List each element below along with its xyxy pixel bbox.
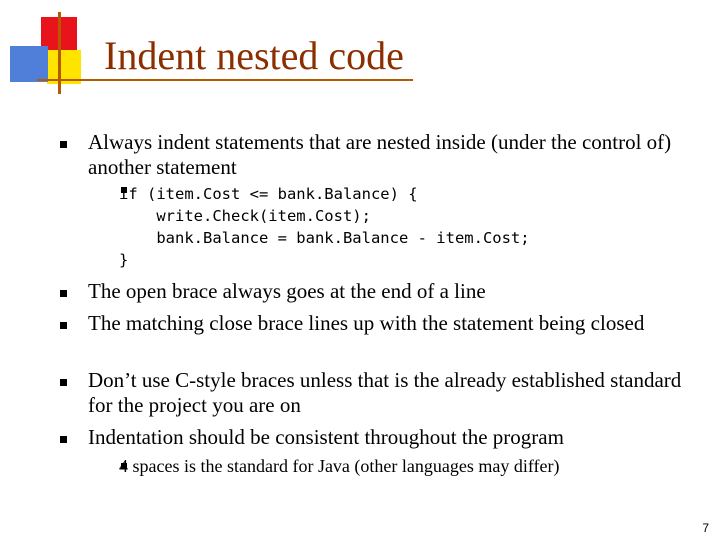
- bullet-open-brace: The open brace always goes at the end of a line: [88, 279, 486, 303]
- sub-bullet-java-spaces: 4 spaces is the standard for Java (other languages may differ): [119, 456, 560, 476]
- slide-logo: [0, 0, 110, 100]
- bullet-marker: [60, 141, 67, 148]
- bullet-marker: [60, 379, 67, 386]
- bullet-c-style: Don’t use C-style braces unless that is the already established standard for the project you are on: [88, 368, 682, 417]
- bullet-marker: [60, 436, 67, 443]
- bullet-consistent: Indentation should be consistent throughout the program: [88, 425, 564, 449]
- code-example: if (item.Cost <= bank.Balance) { write.Check(item.Cost); bank.Balance = bank.Balance - item.Cost; }: [119, 185, 530, 269]
- title-underline: [37, 79, 413, 81]
- vertical-rule: [58, 12, 61, 94]
- bullet-marker: [60, 322, 67, 329]
- blue-square: [10, 46, 48, 82]
- bullet-close-brace: The matching close brace lines up with the statement being closed: [88, 311, 645, 335]
- slide-title: Indent nested code: [104, 33, 404, 78]
- page-number: 7: [702, 521, 709, 535]
- bullet-marker: [60, 290, 67, 297]
- bullet-always-indent: Always indent statements that are nested inside (under the control of) another statement: [88, 130, 672, 179]
